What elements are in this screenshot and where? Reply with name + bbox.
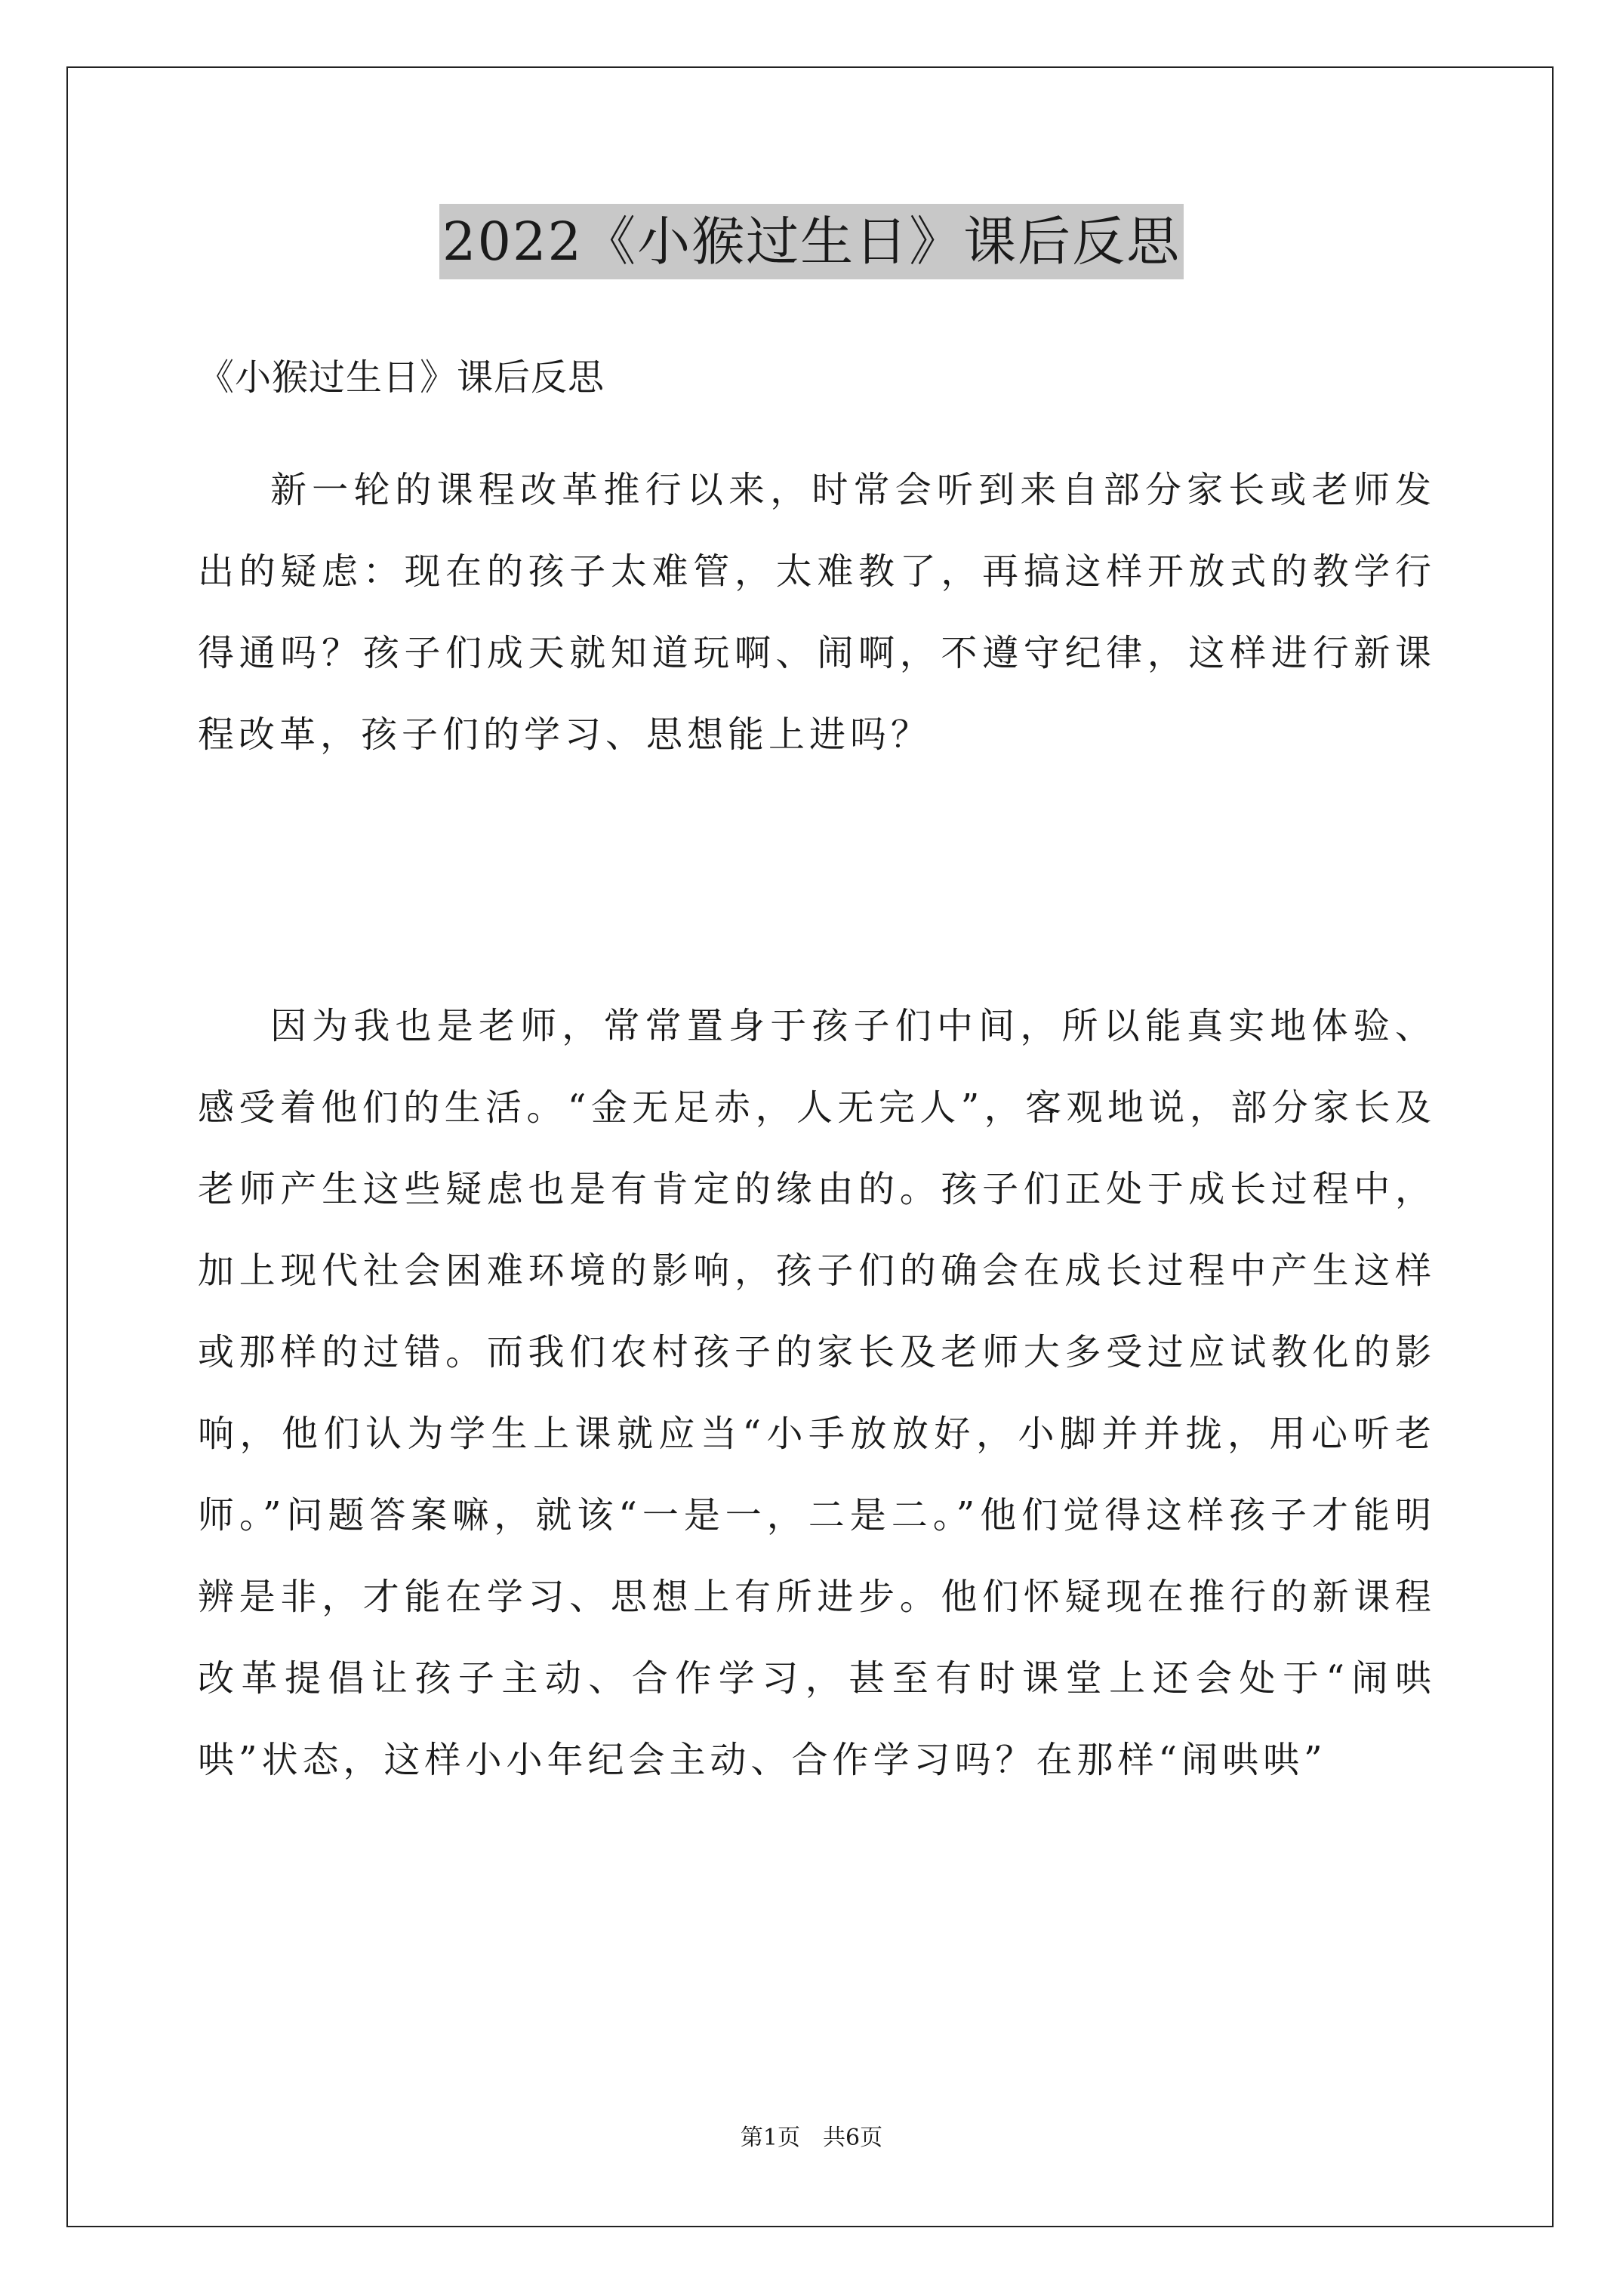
paragraph-2: 因为我也是老师，常常置身于孩子们中间，所以能真实地体验、感受着他们的生活。“金无足赤，人无完人”，客观地说，部分家长及老师产生这些疑虑也是有肯定的缘由的。孩子们正处于成长过程中，加上现代社会困难环境的影响，孩子们的确会在成长过程中产生这样或那样的过错。而我们农村孩子的家长及老师大多受过应试教化的影响，他们认为学生上课就应当“小手放放好，小脚并并拢，用心听老师。”问题答案嘛，就该“一是一，二是二。”他们觉得这样孩子才能明辨是非，才能在学习、思想上有所进步。他们怀疑现在推行的新课程改革提倡让孩子主动、合作学习，甚至有时课堂上还会处于“闹哄哄”状态，这样小小年纪会主动、合作学习吗？在那样“闹哄哄” <box>198 1005 1436 1781</box>
document-title-text: 2022《小猴过生日》课后反思 <box>439 204 1184 279</box>
paragraph-1: 新一轮的课程改革推行以来，时常会听到来自部分家长或老师发出的疑虑：现在的孩子太难管，太难教了，再搞这样开放式的教学行得通吗？孩子们成天就知道玩啊、闹啊，不遵守纪律，这样进行新课程改革，孩子们的学习、思想能上进吗？ <box>198 469 1436 756</box>
document-title <box>0 204 1623 279</box>
document-subtitle: 《小猴过生日》课后反思 <box>198 356 605 399</box>
page-footer: 第1页 共6页 <box>740 2125 883 2151</box>
